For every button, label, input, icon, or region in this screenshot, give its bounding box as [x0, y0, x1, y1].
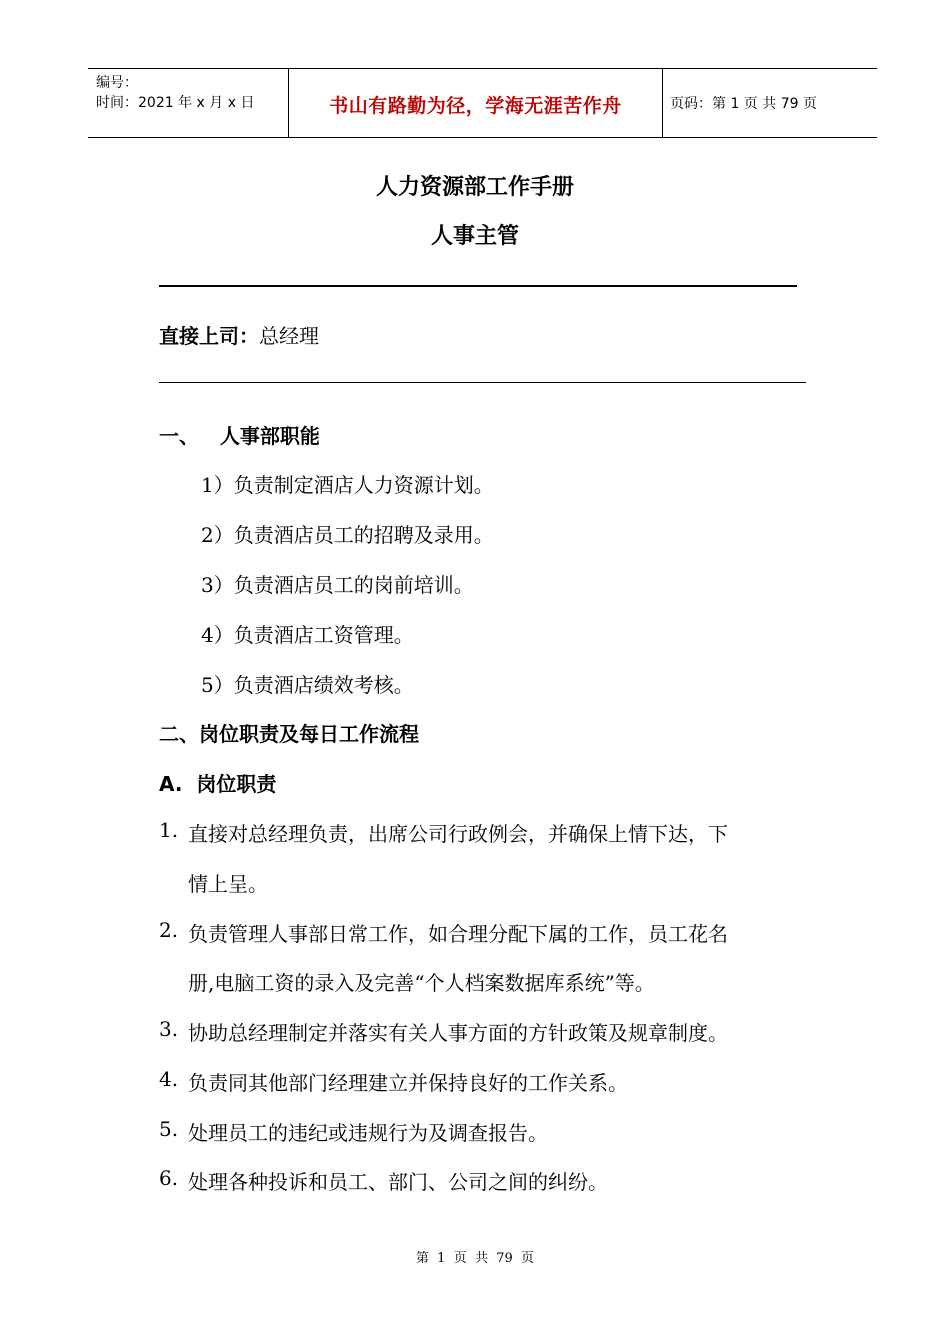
duty-item: 2）负责酒店员工的招聘及录用。	[201, 523, 494, 547]
responsibility-line: 处理员工的违纪或违规行为及调查报告。	[188, 1121, 548, 1145]
document-subtitle: 人事主管	[430, 224, 519, 249]
divider-thin	[159, 382, 806, 383]
responsibility-line: 册,电脑工资的录入及完善“个人档案数据库系统”等。	[188, 971, 655, 995]
responsibility-line: 情上呈。	[188, 872, 268, 896]
list-number: 4.	[159, 1067, 179, 1091]
responsibility-line: 负责管理人事部日常工作，如合理分配下属的工作，员工花名	[188, 922, 728, 946]
list-number: 2.	[159, 918, 179, 942]
supervisor-label: 直接上司：	[159, 324, 259, 348]
responsibility-line: 负责同其他部门经理建立并保持良好的工作关系。	[188, 1071, 628, 1095]
document-header	[88, 68, 877, 138]
header-page-info: 页码：第 1 页 共 79 页	[670, 96, 817, 112]
duty-item: 3）负责酒店员工的岗前培训。	[201, 573, 474, 597]
section1-heading: 一、 人事部职能	[159, 424, 320, 448]
list-number: 6.	[159, 1166, 179, 1190]
header-left-cell	[88, 69, 288, 137]
supervisor-value: 总经理	[259, 324, 319, 348]
list-number: 3.	[159, 1017, 179, 1041]
section2-heading: 二、岗位职责及每日工作流程	[159, 722, 419, 746]
header-page-cell	[662, 69, 877, 137]
header-motto: 书山有路勤为径，学海无涯苦作舟	[329, 95, 622, 117]
page-footer: 第 1 页 共 79 页	[415, 1251, 535, 1266]
duty-item: 1）负责制定酒店人力资源计划。	[201, 473, 494, 497]
section2-subheading: A. 岗位职责	[159, 772, 277, 796]
duty-item: 4）负责酒店工资管理。	[201, 623, 414, 647]
responsibility-line: 直接对总经理负责，出席公司行政例会，并确保上情下达，下	[188, 822, 728, 846]
duty-item: 5）负责酒店绩效考核。	[201, 673, 414, 697]
list-number: 1.	[159, 818, 179, 842]
document-number-label: 编号：	[96, 75, 138, 91]
divider-thick	[159, 285, 797, 287]
document-date: 时间：2021 年 x 月 x 日	[96, 95, 255, 111]
header-motto-cell	[288, 69, 663, 137]
list-number: 5.	[159, 1117, 179, 1141]
document-title: 人力资源部工作手册	[375, 175, 574, 200]
responsibility-line: 处理各种投诉和员工、部门、公司之间的纠纷。	[188, 1170, 608, 1194]
supervisor-line	[159, 320, 319, 349]
responsibility-line: 协助总经理制定并落实有关人事方面的方针政策及规章制度。	[188, 1021, 728, 1045]
